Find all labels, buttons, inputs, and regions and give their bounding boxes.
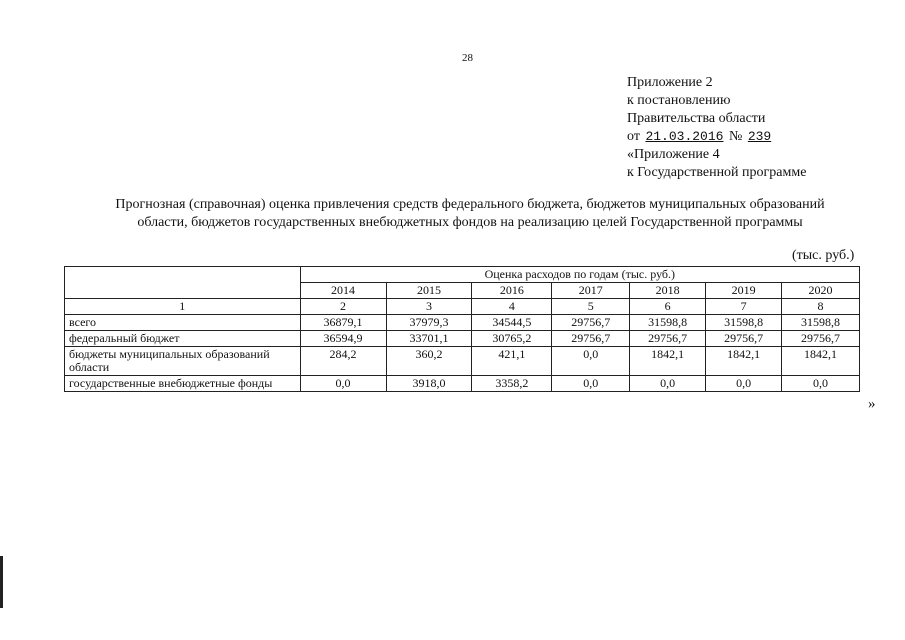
row-label: федеральный бюджет bbox=[65, 331, 301, 347]
table-cell: 0,0 bbox=[630, 376, 706, 392]
table-cell: 36594,9 bbox=[300, 331, 386, 347]
table-cell: 0,0 bbox=[706, 376, 782, 392]
table-cell: 31598,8 bbox=[706, 315, 782, 331]
column-number: 7 bbox=[706, 299, 782, 315]
table-cell: 29756,7 bbox=[552, 315, 630, 331]
header-row-years bbox=[65, 283, 860, 299]
table-cell: 1842,1 bbox=[630, 347, 706, 376]
table-cell: 29756,7 bbox=[782, 331, 860, 347]
closing-quote: » bbox=[868, 396, 876, 412]
appendix-date-line bbox=[627, 128, 806, 146]
table-row bbox=[65, 376, 860, 392]
row-label: государственные внебюджетные фонды bbox=[65, 376, 301, 392]
header-blank-cell bbox=[65, 283, 301, 299]
year-header: 2016 bbox=[472, 283, 552, 299]
page-number: 28 bbox=[462, 52, 473, 64]
year-header: 2017 bbox=[552, 283, 630, 299]
appendix-line: Приложение 2 bbox=[627, 75, 713, 90]
column-number-row bbox=[65, 299, 860, 315]
document-title bbox=[70, 196, 870, 232]
units-label: (тыс. руб.) bbox=[792, 248, 855, 263]
row-label: бюджеты муниципальных образований области bbox=[65, 347, 301, 376]
table-cell: 1842,1 bbox=[782, 347, 860, 376]
table-cell: 284,2 bbox=[300, 347, 386, 376]
appendix-line: «Приложение 4 bbox=[627, 147, 720, 162]
row-label: всего bbox=[65, 315, 301, 331]
number-sign: № bbox=[728, 129, 743, 144]
table-row bbox=[65, 315, 860, 331]
table-cell: 3918,0 bbox=[386, 376, 472, 392]
table-cell: 29756,7 bbox=[552, 331, 630, 347]
table-row bbox=[65, 347, 860, 376]
year-header: 2018 bbox=[630, 283, 706, 299]
table-cell: 1842,1 bbox=[706, 347, 782, 376]
table-cell: 31598,8 bbox=[630, 315, 706, 331]
appendix-line: Правительства области bbox=[627, 111, 766, 126]
table-cell: 34544,5 bbox=[472, 315, 552, 331]
year-header: 2015 bbox=[386, 283, 472, 299]
table-cell: 360,2 bbox=[386, 347, 472, 376]
header-row-group bbox=[65, 267, 860, 283]
year-header: 2014 bbox=[300, 283, 386, 299]
table-cell: 0,0 bbox=[782, 376, 860, 392]
table-cell: 37979,3 bbox=[386, 315, 472, 331]
table-cell: 0,0 bbox=[552, 376, 630, 392]
table-cell: 421,1 bbox=[472, 347, 552, 376]
title-line: области, бюджетов государственных внебюджетных фондов на реализацию целей Государственной программы bbox=[137, 215, 803, 230]
appendix-line: к постановлению bbox=[627, 93, 731, 108]
column-number: 2 bbox=[300, 299, 386, 315]
table-cell: 31598,8 bbox=[782, 315, 860, 331]
appendix-block bbox=[627, 74, 806, 182]
table-cell: 0,0 bbox=[300, 376, 386, 392]
group-header: Оценка расходов по годам (тыс. руб.) bbox=[300, 267, 859, 283]
table-cell: 33701,1 bbox=[386, 331, 472, 347]
column-number: 8 bbox=[782, 299, 860, 315]
column-number: 4 bbox=[472, 299, 552, 315]
resolution-number: 239 bbox=[747, 129, 772, 144]
table-cell: 36879,1 bbox=[300, 315, 386, 331]
year-header: 2019 bbox=[706, 283, 782, 299]
resolution-date: 21.03.2016 bbox=[645, 129, 724, 144]
column-number: 6 bbox=[630, 299, 706, 315]
header-blank-cell bbox=[65, 267, 301, 283]
scan-edge-mark bbox=[0, 556, 3, 608]
column-number: 5 bbox=[552, 299, 630, 315]
table-cell: 29756,7 bbox=[706, 331, 782, 347]
year-header: 2020 bbox=[782, 283, 860, 299]
budget-table bbox=[64, 266, 860, 392]
appendix-line: к Государственной программе bbox=[627, 165, 807, 180]
date-prefix: от bbox=[627, 129, 640, 144]
column-number: 1 bbox=[65, 299, 301, 315]
table-cell: 30765,2 bbox=[472, 331, 552, 347]
table-cell: 29756,7 bbox=[630, 331, 706, 347]
table-cell: 3358,2 bbox=[472, 376, 552, 392]
column-number: 3 bbox=[386, 299, 472, 315]
title-line: Прогнозная (справочная) оценка привлечения средств федерального бюджета, бюджетов муниципальных образований bbox=[115, 197, 825, 212]
table-cell: 0,0 bbox=[552, 347, 630, 376]
table-row bbox=[65, 331, 860, 347]
